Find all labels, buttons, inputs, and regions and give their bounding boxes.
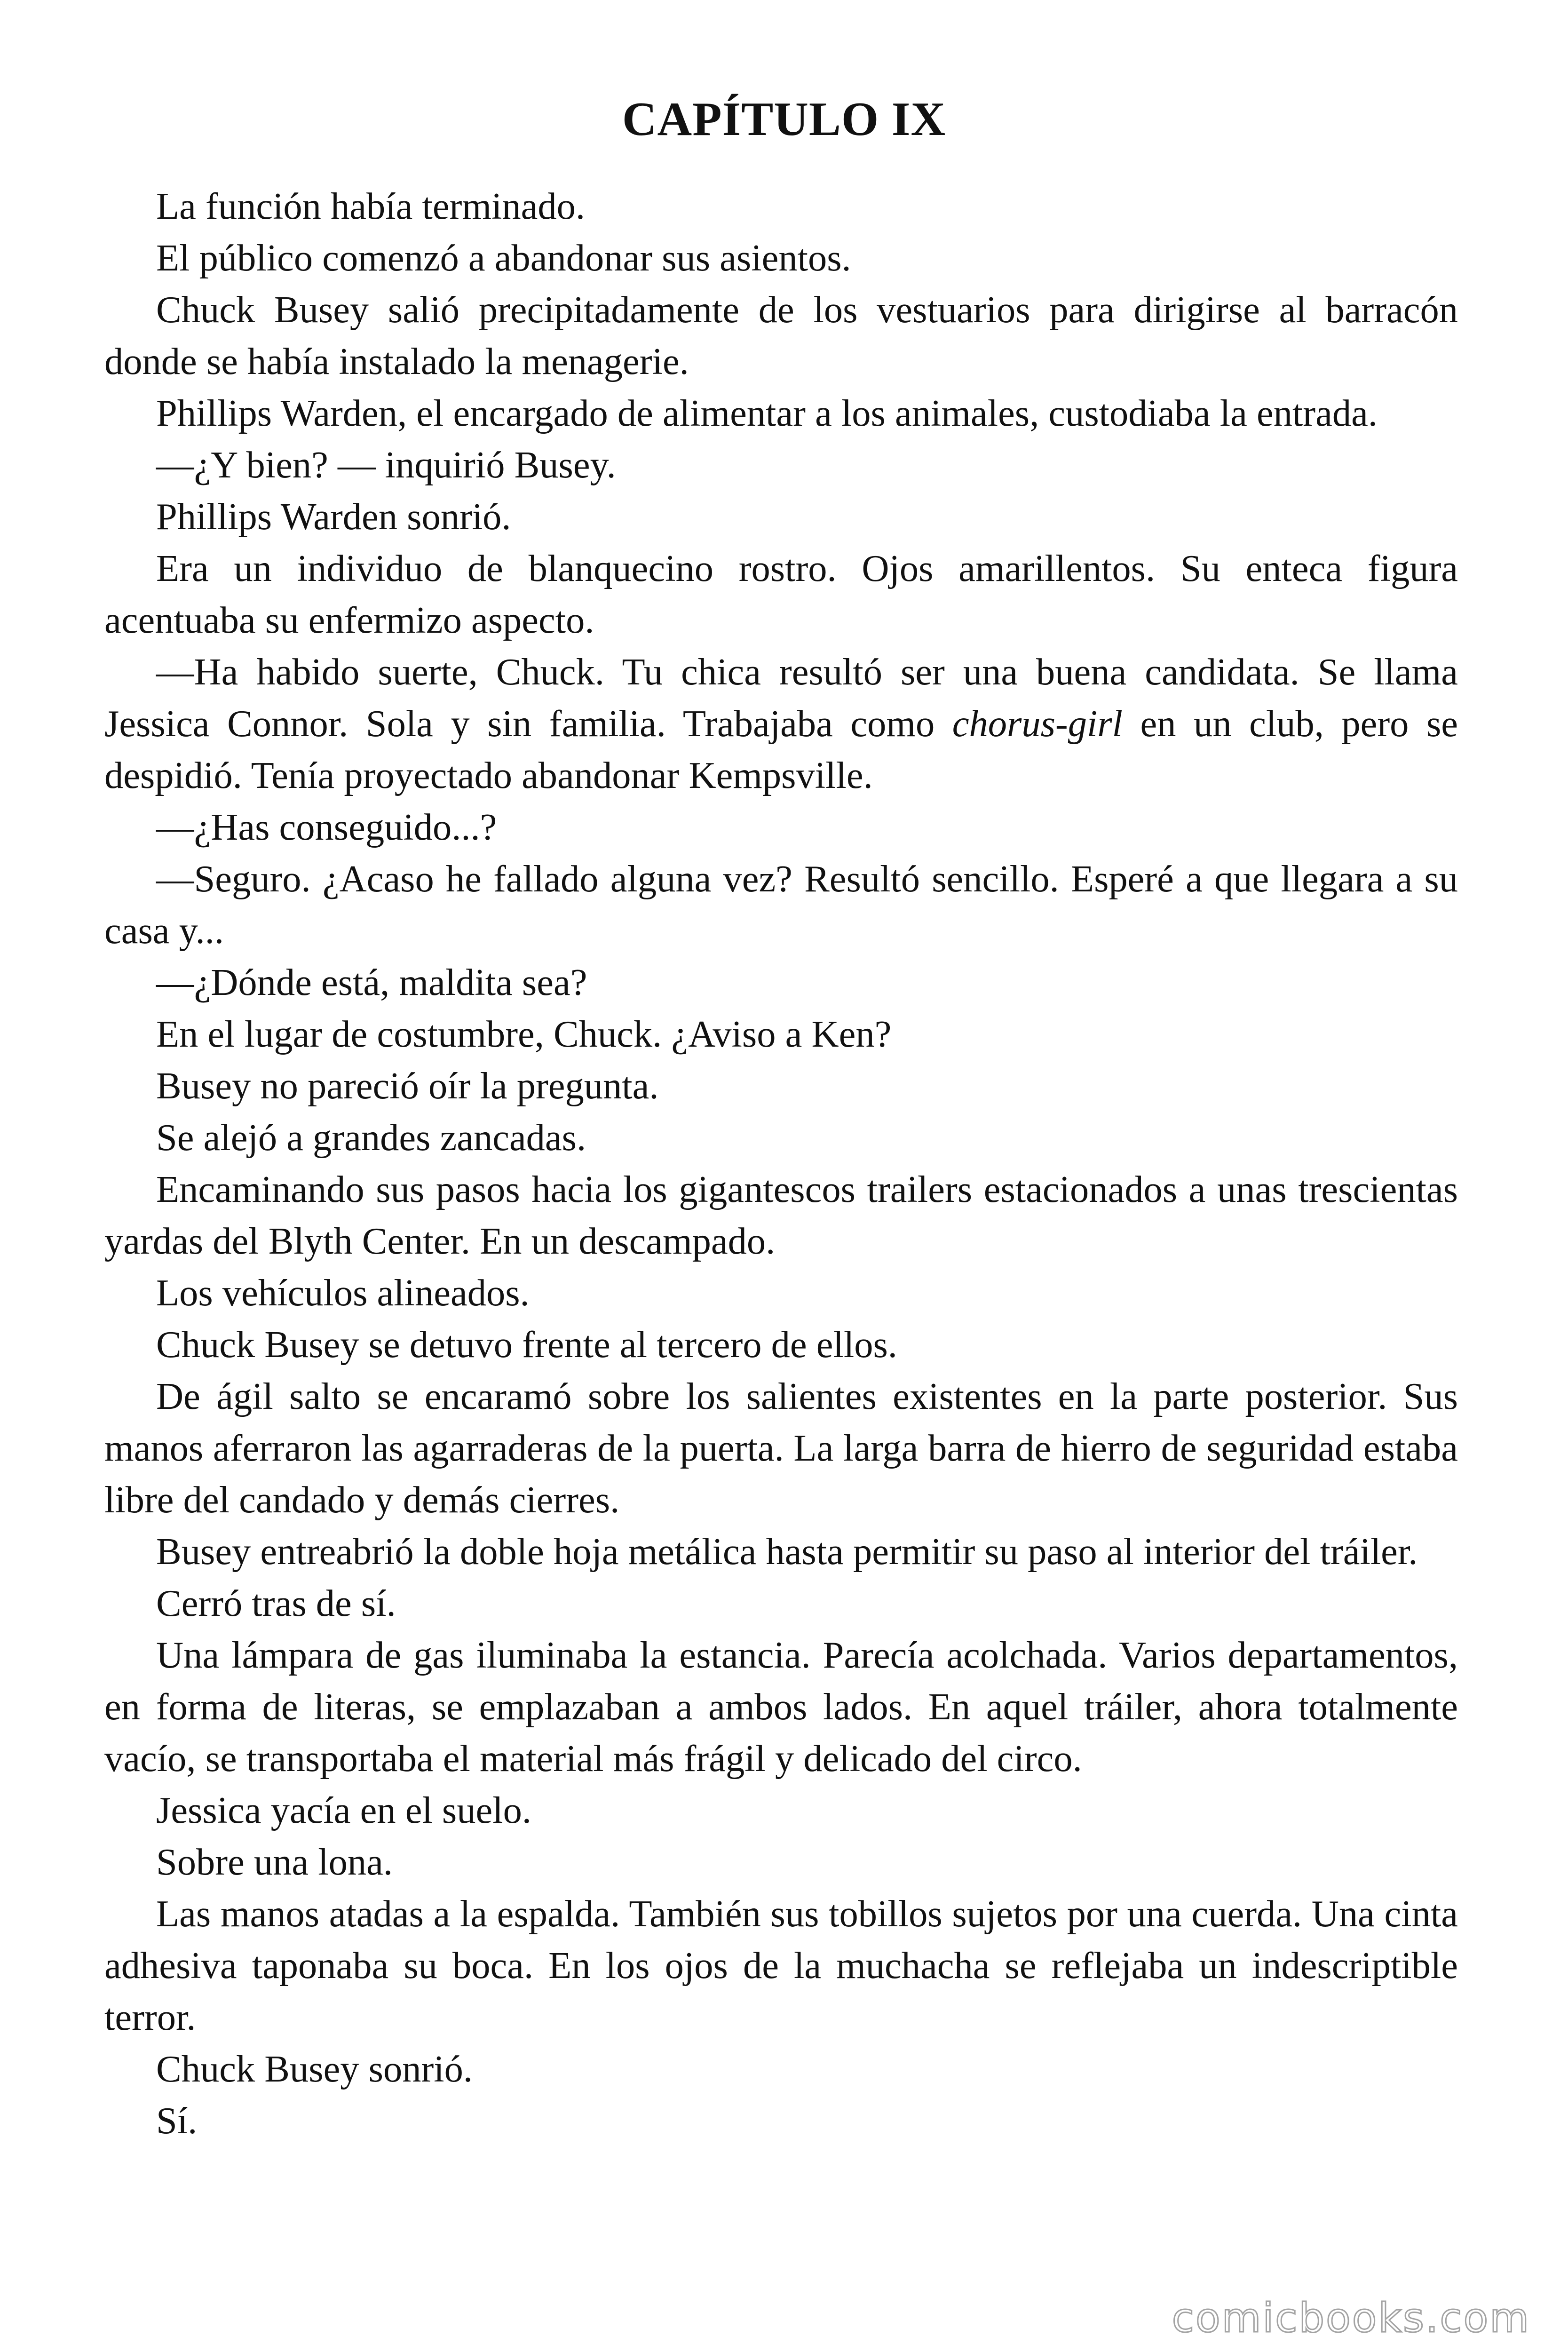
paragraph-text: en un club, pero se despidió. Tenía proyectado abandonar Kempsville. [104, 703, 1458, 796]
paragraph: El público comenzó a abandonar sus asientos. [156, 237, 851, 279]
paragraph: Phillips Warden, el encargado de alimentar a los animales, custodiaba la entrada. [156, 392, 1378, 434]
paragraph: Busey entreabrió la doble hoja metálica hasta permitir su paso al interior del tráiler. [156, 1531, 1418, 1573]
paragraph: Se alejó a grandes zancadas. [156, 1117, 586, 1159]
paragraph: Sí. [156, 2100, 198, 2142]
paragraph-text: —Ha habido suerte, Chuck. Tu chica resultó ser una buena candidata. Se llama Jessica Connor. Sola y sin familia. Trabajaba como [104, 651, 1458, 745]
paragraph: Cerró tras de sí. [156, 1582, 396, 1624]
paragraph: Phillips Warden sonrió. [156, 496, 511, 538]
paragraph: —¿Dónde está, maldita sea? [156, 961, 587, 1003]
paragraph: —Seguro. ¿Acaso he fallado alguna vez? Resultó sencillo. Esperé a que llegara a su casa y... [104, 858, 1458, 952]
watermark: comicbooks.com [1172, 2295, 1530, 2342]
paragraph: Era un individuo de blanquecino rostro. Ojos amarillentos. Su enteca figura acentuaba su enfermizo aspecto. [104, 548, 1458, 641]
paragraph: Sobre una lona. [156, 1841, 393, 1883]
paragraph: —¿Y bien? — inquirió Busey. [156, 444, 616, 486]
italic-term: chorus-girl [952, 703, 1123, 745]
paragraph: Las manos atadas a la espalda. También sus tobillos sujetos por una cuerda. Una cinta adhesiva taponaba su boca. En los ojos de la muchacha se reflejaba un indescriptible terror. [104, 1893, 1458, 2038]
chapter-title: CAPÍTULO IX [622, 93, 946, 146]
paragraph [104, 646, 1458, 802]
paragraph: Los vehículos alineados. [156, 1272, 530, 1314]
paragraph: Chuck Busey salió precipitadamente de los vestuarios para dirigirse al barracón donde se había instalado la menagerie. [104, 289, 1458, 382]
paragraph: Jessica yacía en el suelo. [156, 1789, 531, 1831]
paragraph: Chuck Busey se detuvo frente al tercero de ellos. [156, 1324, 897, 1366]
paragraph: En el lugar de costumbre, Chuck. ¿Aviso a Ken? [156, 1013, 892, 1055]
paragraph: Encaminando sus pasos hacia los gigantescos trailers estacionados a unas trescientas yardas del Blyth Center. En un descampado. [104, 1168, 1458, 1262]
chapter-body [104, 181, 1458, 2147]
paragraph: De ágil salto se encaramó sobre los salientes existentes en la parte posterior. Sus manos aferraron las agarraderas de la puerta. La larga barra de hierro de seguridad estaba libre del candado y demás cierres. [104, 1375, 1458, 1521]
paragraph: —¿Has conseguido...? [156, 806, 497, 848]
paragraph: Chuck Busey sonrió. [156, 2048, 473, 2090]
paragraph: La función había terminado. [156, 185, 585, 227]
paragraph: Una lámpara de gas iluminaba la estancia. Parecía acolchada. Varios departamentos, en forma de literas, se emplazaban a ambos lados. En aquel tráiler, ahora totalmente vacío, se transportaba el material más frágil y delicado del circo. [104, 1634, 1458, 1780]
paragraph: Busey no pareció oír la pregunta. [156, 1065, 659, 1107]
